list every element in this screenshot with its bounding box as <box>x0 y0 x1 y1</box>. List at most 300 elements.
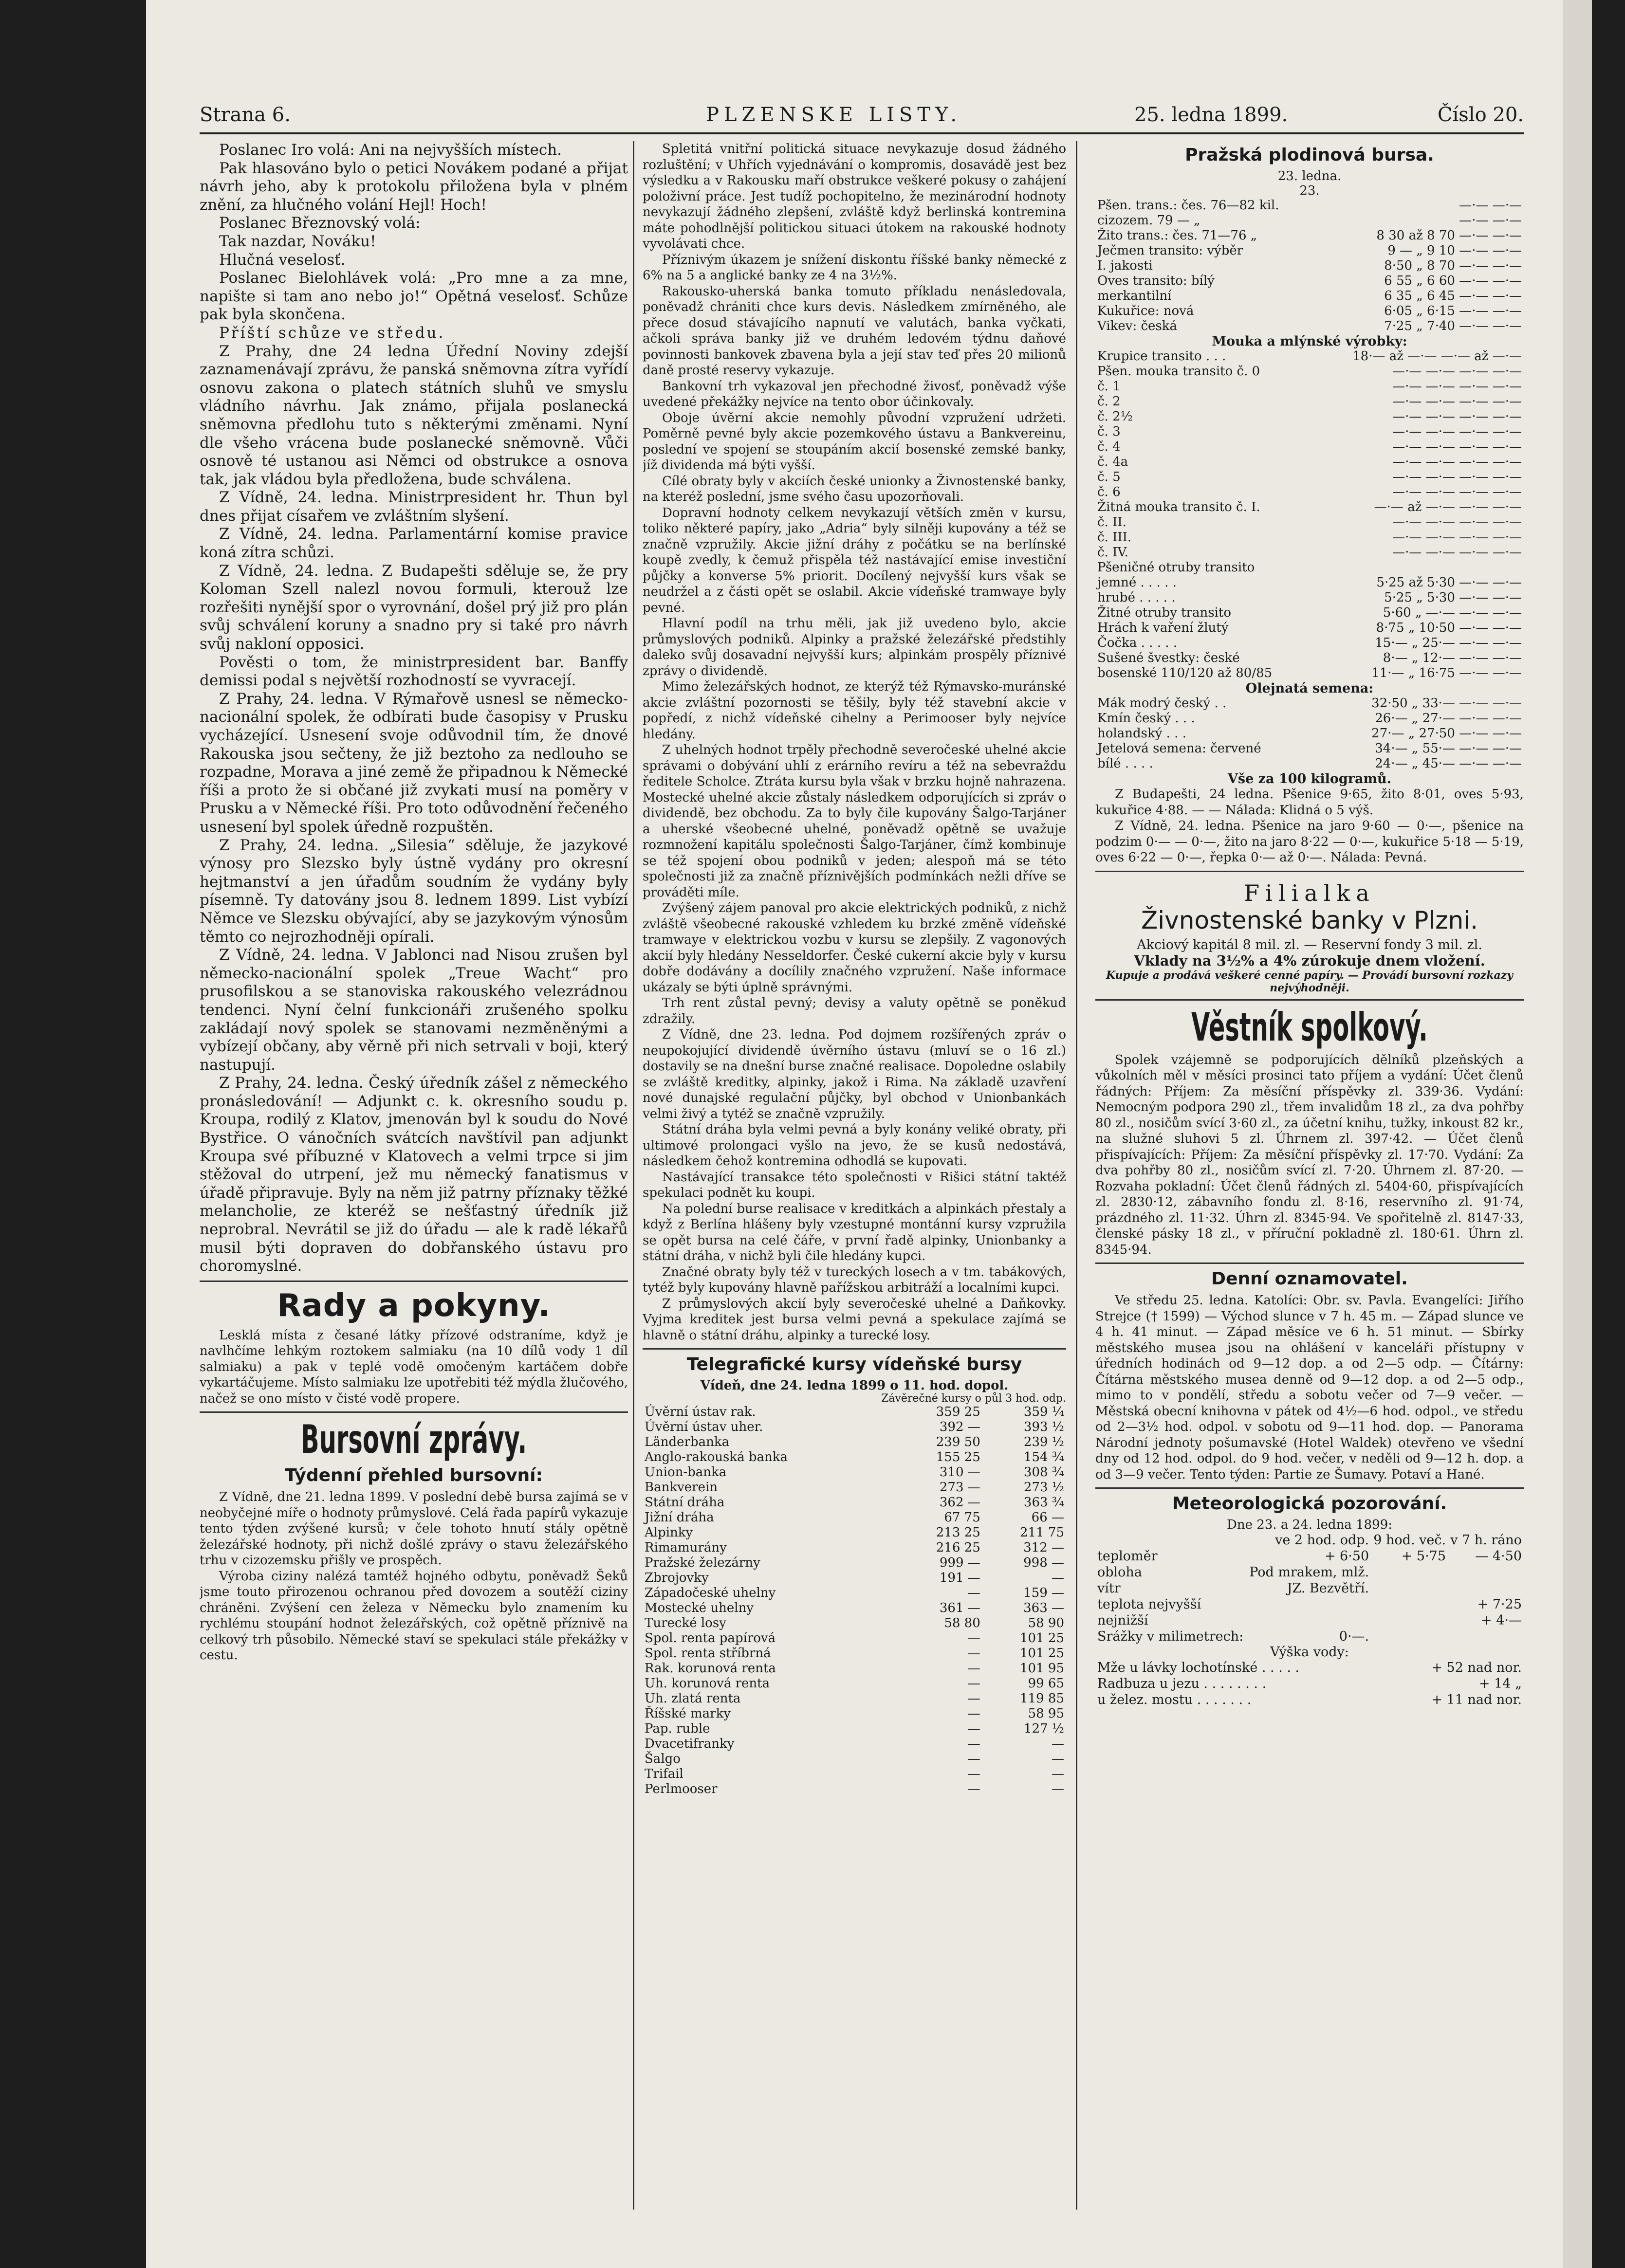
meteo-value: + 4·— <box>1481 1613 1522 1628</box>
commodity-label: č. 1 <box>1097 379 1121 394</box>
issue-number: Číslo 20. <box>1437 104 1524 126</box>
filialka-capital: Akciový kapitál 8 mil. zl. — Reservní fondy 3 mil. zl. <box>1137 937 1482 952</box>
meteo-value: JZ. Bezvětří. <box>1287 1581 1369 1596</box>
closing-rate: 101 25 <box>1020 1646 1064 1661</box>
morning-rate: — <box>967 1586 980 1600</box>
morning-rate: 213 25 <box>936 1525 980 1540</box>
paragraph: Hlavní podíl na trhu měli, jak již uvedeno bylo, akcie průmyslových podniků. Alpinky a pražské železářské předstihly daleko svůj dosavadní nejvyšší kurs; alpinkám prospěly příznivé zprávy o dividendě. <box>643 616 1066 678</box>
closing-rate: — <box>1052 1767 1064 1781</box>
mouka-heading: Mouka a mlýnské výrobky: <box>1212 334 1407 349</box>
table-row <box>643 1465 1066 1480</box>
morning-rate: — <box>967 1752 980 1766</box>
security-name: Anglo-rakouská banka <box>645 1450 788 1464</box>
meteo-value <box>1371 1564 1448 1580</box>
commodity-label: Kmín český . . . <box>1097 711 1195 726</box>
commodity-price: —·— až —·— —·— —·— <box>1374 500 1522 514</box>
security-name: Říšské marky <box>645 1706 731 1721</box>
header-rule <box>200 132 1524 134</box>
commodity-label: Jetelová semena: červené <box>1097 741 1261 756</box>
commodity-label: Žitné otruby transito <box>1097 605 1231 620</box>
table-row <box>1095 1692 1524 1708</box>
commodity-price: —·— —·— —·— —·— <box>1392 409 1522 424</box>
morning-rate: 392 — <box>939 1420 980 1434</box>
table-row <box>643 1752 1066 1767</box>
table-row <box>1095 1660 1524 1676</box>
table-row <box>1095 1548 1524 1564</box>
security-name: Šalgo <box>645 1752 681 1766</box>
paragraph: Rakousko-uherská banka tomuto příkladu nenásledovala, poněvadž chrániti chce kurs devis. Následkem zmírněného, ale přece dosud stávajícího napnutí ve valutách, banka vyčkati, ačkoli správa banky již ve druhém ledovém týdnu daňové povinnosti bankovek zbavena byla a její stav teď přes 20 milionů daně prosté reservy vykazuje. <box>643 284 1066 378</box>
morning-rate: — <box>967 1631 980 1646</box>
commodity-label: Žito trans.: čes. 71—76 „ <box>1097 228 1257 243</box>
commodity-label: merkantilní <box>1097 289 1172 303</box>
security-name: Uh. zlatá renta <box>645 1691 741 1706</box>
commodity-price: 18·— až —·— —·— až —·— <box>1352 349 1522 364</box>
meteo-col-header: 9 hod. več. <box>1373 1533 1446 1548</box>
commodity-label: č. 5 <box>1097 470 1121 484</box>
commodity-label: Krupice transito . . . <box>1097 349 1226 364</box>
newspaper-page <box>146 0 1592 2268</box>
table-row <box>643 1435 1066 1450</box>
commodity-label: č. 4 <box>1097 439 1121 454</box>
bursa-column-label: 23. <box>1299 183 1320 198</box>
table-row <box>1095 530 1524 545</box>
commodity-label: Kukuřice: nová <box>1097 304 1194 318</box>
meteo-label: obloha <box>1097 1565 1142 1580</box>
section-rule <box>200 1280 628 1282</box>
commodity-price: 8·50 „ 8 70 —·— —·— <box>1384 258 1522 273</box>
commodity-price: 32·50 „ 33·— —·— —·— <box>1371 696 1522 711</box>
morning-rate: 359 25 <box>936 1405 980 1419</box>
table-row <box>1095 636 1524 651</box>
security-name: Spol. renta papírová <box>645 1631 776 1646</box>
table-row <box>643 1737 1066 1752</box>
meteo-value <box>1371 1596 1448 1612</box>
commodity-label: Žitná mouka transito č. I. <box>1097 500 1260 514</box>
morning-rate: — <box>967 1691 980 1706</box>
commodity-price: 6·05 „ 6·15 —·— —·— <box>1384 304 1522 318</box>
paragraph: Dopravní hodnoty celkem nevykazují větších změn v kursu, toliko některé papíry, jako „Adria“ byly silněji kupovány a též se značně vzpružily. Akcie jižní dráhy z počátku se na berlínské koupě zvedly, k čemuž přispěla též nastávající emise investiční půjčky a konverse 5% priorit. Docílený nejvyšší kurs však se neudržel a z části opět se oslabil. Akcie vídeňské tramwaye byly pevné. <box>643 505 1066 615</box>
table-row <box>1095 213 1524 228</box>
news-item: Z Vídně, 24. ledna. Z Budapešti sděluje se, že pry Koloman Szell nalezl novou formuli, kterouž lze rozřešiti nynější spor o vyrovnání, došel prý již pro plán svůj schválení koruny a snadno pry si také pro návrh svůj nakloní opposici. <box>200 562 628 653</box>
closing-rate: 359 ¼ <box>1023 1405 1064 1419</box>
oznamovatel-heading: Denní oznamovatel. <box>1211 1269 1408 1289</box>
paragraph: Poslanec Březnovský volá: <box>219 214 421 232</box>
table-row <box>1095 409 1524 424</box>
security-name: Státní dráha <box>645 1495 725 1510</box>
filialka-bank-name: Živnostenské banky v Plzni. <box>1141 906 1478 934</box>
closing-rate: 393 ½ <box>1023 1420 1064 1434</box>
paragraph: Zvýšený zájem panoval pro akcie elektrických podniků, z nichž zvláště všeobecné rakouské vzhledem ku brzké změně vídeňské tramwaye v elektrickou vozbu v kursu se zlepšily. Z vagonových akcií byly hledány Nesseldorfer. České cukerní akcie byly v kursu dobře dodávány a docílily značného vzpružení. Naše informace ukázaly se býti úplně správnými. <box>643 901 1066 995</box>
table-row <box>643 1767 1066 1782</box>
commodity-label: Oves transito: bílý <box>1097 274 1215 288</box>
paragraph: Spolek vzájemně se podporujících dělníků plzeňských a vůkolních měl v měsíci prosinci tato příjem a vydání: Účet členů řádných: Příjem: Za měsíční příspěvky zl. 339·36. Vydání: Nemocným podpora 290 zl., třem invalidům 18 zl., za dva pohřby 80 zl., nosičům svící 3·60 zl., za účetní knihu, tužky, inkoust 82 kr., na služné sluhovi 5 zl. Úhrnem zl. 397·42. — Účet členů přispívajících: Příjem: Za měsíční příspěvky zl. 17·70. Vydání: Za dva pohřby 80 zl., nosičům svící zl. 7·20. Úhrnem zl. 87·20. — Rozvaha pokladní: Účet členů řádných zl. 5404·60, přispívajících zl. 2830·12, zábavního fondu zl. 8·16, reservního zl. 91·74, prázdného zl. 11·32. Úhrn zl. 8345·94. Ve spořitelně zl. 8147·33, členské pásky 18 zl., v příruční pokladně zl. 180·61. Úhrn zl. 8345·94. <box>1095 1052 1524 1257</box>
table-row <box>643 1691 1066 1706</box>
security-name: Uh. korunová renta <box>645 1676 770 1691</box>
table-row <box>643 1420 1066 1435</box>
table-row <box>1095 726 1524 741</box>
closing-rate: — <box>1052 1752 1064 1766</box>
table-row <box>1095 666 1524 681</box>
meteo-value: + 6·50 <box>1324 1549 1369 1564</box>
paragraph: Nastávající transakce této společnosti v Rišici státní taktéž spekulaci podnět ku koupi. <box>643 1170 1066 1200</box>
table-row <box>643 1525 1066 1540</box>
security-name: Úvěrní ústav uher. <box>645 1420 763 1434</box>
meteo-label: teploměr <box>1097 1549 1158 1564</box>
table-row <box>1095 560 1524 575</box>
table-row <box>643 1555 1066 1571</box>
meteo-heading: Meteorologická pozorování. <box>1172 1494 1447 1514</box>
commodity-price: 6 55 „ 6 60 —·— —·— <box>1384 274 1522 288</box>
table-row <box>1095 605 1524 621</box>
table-row <box>643 1480 1066 1495</box>
commodity-label: Hrách k vaření žlutý <box>1097 621 1229 635</box>
table-row <box>1095 289 1524 304</box>
page-number: Strana 6. <box>200 104 291 126</box>
paragraph: Ve středu 25. ledna. Katolíci: Obr. sv. Pavla. Evangelíci: Jiřího Strejce († 1599) — Východ slunce v 7 h. 45 m. — Západ slunce ve 4 h. 41 minut. — Západ měsíce ve 6 h. 51 minut. — Sbírky městského musea jsou na ohlášení v kanceláři přístupny v úředních hodinách od 9—12 dop. a od 2—5 odp. — Čítárny: Čítárna městského musea denně od 9—12 dop. a od 2—5 odp., mimo to v pondělí, středu a sobotu večer od 7—9 večer. — Městská obecní knihovna v pátek od 4½—6 hod. odpol., ve středu od 2—3½ hod. odpol. v sobotu od 9—11 hod. dop. — Panorama Národní jednoty pošumavské (Hotel Waldek) otevřeno ve všední dny od 12 hod. odpol. do 9 hod. večer, v neděli od 9—12 h. dop. a od 3—9 večer. Tento týden: Partie ze Šumavy. Potaví a Hané. <box>1095 1293 1524 1482</box>
paragraph: Oboje úvěrní akcie nemohly původní vzpružení udržeti. Poměrně pevné byly akcie pozemkového ústavu a Bankvereinu, poslední ve spojení se stoupáním akcií bosenské zemské banky, jíž dividenda má býti vyšší. <box>643 410 1066 473</box>
table-row <box>1095 1564 1524 1580</box>
commodity-label: č. 6 <box>1097 485 1121 499</box>
table-row <box>643 1586 1066 1601</box>
commodity-price: —·— —·— —·— —·— <box>1392 424 1522 439</box>
morning-rate: — <box>967 1661 980 1676</box>
meteo-table <box>1095 1532 1524 1645</box>
commodity-price: —·— —·— —·— —·— <box>1392 470 1522 484</box>
per-100-note: Vše za 100 kilogramů. <box>1227 771 1392 786</box>
commodity-price: —·— —·— —·— —·— <box>1392 364 1522 379</box>
commodity-label: bosenské 110/120 až 80/85 <box>1097 666 1273 680</box>
table-row <box>1095 1628 1524 1645</box>
security-name: Dvacetifranky <box>645 1737 735 1751</box>
paragraph: Pak hlasováno bylo o petici Novákem podané a přijat návrh jeho, aby k protokolu přiložena byla v plném znění, za hlučného volání Hejl! Hoch! <box>200 159 628 214</box>
table-row <box>643 1540 1066 1555</box>
closing-rate: 101 25 <box>1020 1631 1064 1646</box>
kursy-subheading: Vídeň, dne 24. ledna 1899 o 11. hod. dopol. <box>700 1378 1009 1393</box>
commodity-price: —·— —·— <box>1459 213 1522 228</box>
meteo-value <box>1371 1628 1448 1645</box>
column-divider <box>1076 141 1077 2210</box>
section-rule <box>643 1348 1066 1350</box>
table-row <box>1095 1676 1524 1692</box>
security-name: Úvěrní ústav rak. <box>645 1405 756 1419</box>
olejnata-table <box>1095 696 1524 771</box>
news-item: Z Prahy, 24. ledna. Český úředník zášel z německého pronásledování! — Adjunkt c. k. okresního soudu p. Kroupa, rodilý z Klatov, jmenován byl k soudu do Nové Bystřice. O vánočních svátcích navštívil pan adjunkt Kroupa své příbuzné v Klatovech a velmi trpce si jim stěžoval do utrpení, jež mu německý fanatismus v úřadě připravuje. Byly na něm již patrny příznaky těžké melancholie, ze kteréž se nešťastný úředník již neprobral. Nevrátil se již do úřadu — ale k radě lékařů musil býti dopraven do dobřanského ústavu pro choromyslné. <box>200 1074 628 1275</box>
meteo-date: Dne 23. a 24. ledna 1899: <box>1226 1518 1393 1532</box>
morning-rate: 273 — <box>939 1480 980 1495</box>
table-row <box>1095 485 1524 500</box>
commodity-price: —·— —·— —·— —·— <box>1392 379 1522 394</box>
paragraph: Hlučná veselosť. <box>219 251 346 269</box>
table-row <box>643 1661 1066 1676</box>
table-row <box>643 1782 1066 1797</box>
table-row <box>1095 651 1524 666</box>
table-row <box>1095 394 1524 409</box>
column-3 <box>1095 141 1524 2214</box>
scan-margin <box>1563 0 1592 2268</box>
commodity-price: 8·— „ 12·— —·— —·— <box>1383 651 1522 665</box>
commodity-label: Pšeničné otruby transito <box>1097 560 1255 575</box>
table-row <box>1095 500 1524 515</box>
table-row <box>1095 575 1524 590</box>
paragraph: Mimo železářských hodnot, ze kterýž též Rýmavsko-muránské akcie zvláštní pozornosti se těšily, byly též stavební akcie v popředí, z nichž vídeňské cihelny a Perimooser byly nejvíce hledány. <box>643 679 1066 742</box>
table-row <box>1095 379 1524 394</box>
commodity-label: Ječmen transito: výběr <box>1097 243 1243 258</box>
commodity-price: 15·— „ 25·— —·— —·— <box>1375 636 1522 650</box>
table-row <box>1095 1596 1524 1612</box>
table-row <box>643 1646 1066 1661</box>
meteo-label: nejnižší <box>1097 1613 1148 1628</box>
paragraph: Trh rent zůstal pevný; devisy a valuty opětně se poněkud zdražily. <box>643 996 1066 1026</box>
section-rule <box>1095 1487 1524 1489</box>
commodity-label: č. 3 <box>1097 424 1121 439</box>
table-row <box>1095 545 1524 560</box>
vienna-report: Z Vídně, 24. ledna. Pšenice na jaro 9·60 — 0·—, pšenice na podzim 0·— — 0·—, žito na jaro 8·22 — 0·—, kukuřice 5·18 — 5·19, oves 6·22 — 0·—, řepka 0·— až 0·—. Nálada: Pevná. <box>1095 819 1524 865</box>
commodity-label: I. jakosti <box>1097 258 1153 273</box>
morning-rate: 310 — <box>939 1465 980 1480</box>
meteo-value <box>1448 1628 1524 1645</box>
security-name: Rak. korunová renta <box>645 1661 776 1676</box>
paragraph: Na polední burse realisace v kreditkách a alpinkách přestaly a když z Berlína hlášeny byly vzestupné montánní kursy vzpružila se opět bursa na celé čáře, v první řadě alpinky, Unionbanky a státní dráha, v nichž byli čile hledány kupci. <box>643 1201 1066 1263</box>
news-item: Z Prahy, 24. ledna. „Silesia“ sděluje, že jazykové výnosy pro Slezsko byly ústně vydány pro okresní hejtmanství a jen úřadům soudním že vydány byly písemně. Ty datovány jsou 8. lednem 1899. List vybízí Němce ve Slezsku obývající, aby se jazykovým výnosům těmto co nejrozhodněji opírali. <box>200 836 628 946</box>
column-divider <box>633 141 634 2210</box>
meteo-label: vítr <box>1097 1581 1121 1596</box>
commodity-price: —·— —·— —·— —·— <box>1392 515 1522 530</box>
morning-rate: 216 25 <box>936 1540 980 1555</box>
closing-rate: 66 — <box>1031 1510 1064 1525</box>
closing-rate: 58 90 <box>1028 1616 1064 1630</box>
section-rule <box>200 1411 628 1413</box>
morning-rate: 361 — <box>939 1601 980 1615</box>
news-item: Z Vídně, 24. ledna. V Jablonci nad Nisou zrušen byl německo-nacionální spolek „Treue Wacht“ pro prusofilskou a se stanoviska rakouského velezrádnou tendenci. Nyní čelní funkcionáři zrušeného spolku zakládají nový spolek se stanovami nezměněnými a vybízejí občany, aby věrně při nich setrvali v boji, který nastupují. <box>200 946 628 1074</box>
commodity-price: 26·— „ 27·— —·— —·— <box>1375 711 1522 726</box>
closing-rate: 273 ½ <box>1023 1480 1064 1495</box>
commodity-label: č. II. <box>1097 515 1126 530</box>
water-level: + 11 nad nor. <box>1431 1692 1522 1707</box>
table-row <box>1095 1612 1524 1628</box>
commodity-price: —·— —·— —·— —·— <box>1392 485 1522 499</box>
issue-date: 25. ledna 1899. <box>1134 104 1288 126</box>
table-row <box>1095 304 1524 319</box>
security-name: Jižní dráha <box>645 1510 714 1525</box>
vestnik-heading: Věstník spolkový. <box>1191 1004 1428 1050</box>
meteo-col-header: v 7 h. ráno <box>1450 1533 1522 1548</box>
commodity-price: 5·25 až 5·30 —·— —·— <box>1376 575 1522 590</box>
morning-rate: 999 — <box>939 1555 980 1570</box>
morning-rate: 191 — <box>939 1571 980 1585</box>
subheading: Týdenní přehled bursovní: <box>285 1465 543 1486</box>
paragraph: Poslanec Bielohlávek volá: „Pro mne a za mne, napište si tam ano nebo jo!“ Opětná veselosť. Schůze pak byla skončena. <box>200 269 628 324</box>
table-row <box>643 1676 1066 1691</box>
water-level: + 14 „ <box>1478 1676 1522 1691</box>
closing-rate: — <box>1052 1737 1064 1751</box>
morning-rate: — <box>967 1767 980 1781</box>
security-name: Trifail <box>645 1767 683 1781</box>
table-row <box>1095 364 1524 379</box>
meteo-value: + 7·25 <box>1477 1597 1522 1612</box>
commodity-price: 5·60 „ —·— —·— —·— <box>1383 605 1522 620</box>
meteo-value <box>1448 1564 1524 1580</box>
paragraph: Značné obraty byly též v tureckých losech a v tm. tabákových, tytéž byly kupovány hlavně pařížskou arbitráží a localními kupci. <box>643 1264 1066 1295</box>
commodity-label: Čočka . . . . . <box>1097 636 1178 650</box>
closing-rate: 998 — <box>1023 1555 1064 1570</box>
closing-rate: 101 95 <box>1020 1661 1064 1676</box>
morning-rate: 239 50 <box>936 1435 980 1449</box>
water-heading: Výška vody: <box>1270 1645 1349 1660</box>
paragraph: Z Vídně, dne 21. ledna 1899. V poslední debě bursa zajímá se v neobyčejné míře o hodnoty průmyslové. Celá řada papírů vykazuje tento týden zvýšené kursů; v čele tohoto hnutí stály opětně železářské hodnoty, při nichž došlé zprávy o stavu železářského trhu v cizozemsku přišly ve prospěch. <box>200 1490 628 1568</box>
commodity-label: bílé . . . . <box>1097 756 1153 771</box>
table-row <box>1095 258 1524 274</box>
table-row <box>1095 349 1524 364</box>
paragraph: Příznivým úkazem je snížení diskontu říšské banky německé z 6% na 5 a anglické banky ze 4 na 3½%. <box>643 252 1066 283</box>
table-row <box>1095 228 1524 243</box>
news-item: Z Vídně, 24. ledna. Ministrpresident hr. Thun byl dnes přijat císařem ve zvláštním slyšení. <box>200 489 628 525</box>
paragraph: Cílé obraty byly v akciích české unionky a Živnostenské banky, na kteréž poslední, jsme svého času upozorňovali. <box>643 474 1066 504</box>
security-name: Turecké losy <box>645 1616 726 1630</box>
table-row <box>643 1510 1066 1525</box>
paragraph: Z průmyslových akcií byly severočeské uhelné a Daňkovky. Vyjma kreditek jest bursa velmi pevná a spekulace zajímá se hlavně o státní dráhu, alpinky a turecké losy. <box>643 1296 1066 1343</box>
commodity-price: 6 35 „ 6 45 —·— —·— <box>1384 289 1522 303</box>
commodity-price: 9 — „ 9 10 —·— —·— <box>1387 243 1522 258</box>
meteo-value <box>1246 1612 1371 1628</box>
paragraph: Bankovní trh vykazoval jen přechodné živosť, poněvadž výše uvedené překážky nejvíce na tento obor účinkovaly. <box>643 379 1066 409</box>
morning-rate: — <box>967 1782 980 1796</box>
security-name: Spol. renta stříbrná <box>645 1646 771 1661</box>
table-row <box>1095 756 1524 771</box>
section-rule <box>1095 1262 1524 1264</box>
closing-rate: 363 — <box>1023 1601 1064 1615</box>
meteo-value: — 4·50 <box>1475 1549 1522 1564</box>
table-row <box>643 1601 1066 1616</box>
table-row <box>1095 621 1524 636</box>
morning-rate: 155 25 <box>936 1450 980 1464</box>
table-row <box>643 1631 1066 1646</box>
kursy-heading: Telegrafické kursy vídeňské bursy <box>686 1354 1022 1374</box>
security-name: Union-banka <box>645 1465 727 1480</box>
closing-rate: 211 75 <box>1020 1525 1064 1540</box>
morning-rate: — <box>967 1721 980 1736</box>
filialka-title: Filialka <box>1244 879 1375 906</box>
news-item: Z Prahy, dne 24 ledna Úřední Noviny zdejší zaznamenávají zprávu, že panská sněmovna zítra vyřídí osnovu zakona o platech státních sluhů ve smyslu vládního návrhu. Jak známo, přijala poslanecká sněmovna předlohu tuto s některými změnami. Nyní dle všeho vrácena bude poslanecké sněmovně. Vůči osnově té ustanou asi Němci od obstrukce a osnova tak, jak vládou byla předložena, bude schválena. <box>200 342 628 488</box>
commodity-label: č. III. <box>1097 530 1132 545</box>
commodity-label: Pšen. mouka transito č. 0 <box>1097 364 1260 379</box>
commodity-label: č. IV. <box>1097 545 1128 560</box>
security-name: Bankverein <box>645 1480 718 1495</box>
morning-rate: 67 75 <box>944 1510 980 1525</box>
water-location: Radbuza u jezu . . . . . . . . <box>1097 1676 1267 1691</box>
meteo-value <box>1371 1580 1448 1596</box>
water-level: + 52 nad nor. <box>1431 1660 1522 1675</box>
table-row <box>1095 424 1524 439</box>
table-row <box>643 1495 1066 1510</box>
newspaper-title: PLZENSKE LISTY. <box>706 104 962 126</box>
security-name: Länderbanka <box>645 1435 730 1449</box>
security-name: Pražské železárny <box>645 1555 760 1570</box>
meteo-value: 0·—. <box>1339 1629 1369 1644</box>
morning-rate: — <box>967 1706 980 1721</box>
bursa-date: 23. ledna. <box>1277 169 1342 183</box>
paragraph: Spletitá vnitřní politická situace nevykazuje dosud žádného rozluštění; v Uhřích vyjednávání o kompromis, dosavádě jest bez výsledku a v Rakousku maří obstrukce veškeré pokusy o zahájení položivní práce. Jest tudíž pochopitelno, že mezinárodní hodnoty nevykazují žádného zlepšení, zvláště když berlinská kontremina máte pohodlnější politickou situaci útokem na rakouské hodnoty vyvolávati chce. <box>643 142 1066 251</box>
commodity-label: Mák modrý český . . <box>1097 696 1227 711</box>
section-rule <box>1095 999 1524 1001</box>
closing-rate: — <box>1052 1571 1064 1585</box>
table-row <box>643 1721 1066 1737</box>
table-row <box>643 1616 1066 1631</box>
table-row <box>1095 319 1524 334</box>
water-table <box>1095 1660 1524 1708</box>
closing-rate: 363 ¾ <box>1023 1495 1064 1510</box>
security-name: Západočeské uhelny <box>645 1586 776 1600</box>
commodity-price: 27·— „ 27·50 —·— —·— <box>1371 726 1522 741</box>
commodity-price: 34·— „ 55·— —·— —·— <box>1375 741 1522 756</box>
kursy-column-caption: Závěrečné kursy o půl 3 hod. odp. <box>881 1392 1066 1405</box>
paragraph: Lesklá místa z česané látky přízové odstraníme, když je navlhčíme lehkým roztokem salmiaku (na 10 dílů vody 1 díl salmiaku) a pak v teplé vodě omočeným kartáčem dobře vykartáčujeme. Místo salmiaku lze upotřebiti též mýdla žlučového, načež se ono místo v čisté vodě propere. <box>200 1328 628 1406</box>
closing-rate: 58 95 <box>1028 1706 1064 1721</box>
commodity-price: —·— —·— —·— —·— <box>1392 530 1522 545</box>
news-item: Z Prahy, 24. ledna. V Rýmařově usnesl se německo-nacionální spolek, že odbírati bude časopisy v Prusku vycházející. Usnesení svoje odůvodnil tím, že dnové Rakouska jsou sečteny, že již beztoho za nedlouho se rozpadne, Morava a jiné země že připadnou k Německé říši a proto že si občané již zvykati musí na poměry v Prusku a v Německé říši. Pro toto odůvodnění řečeného usnesení byl spolek úředně rozpuštěn. <box>200 690 628 836</box>
closing-rate: 159 — <box>1023 1586 1064 1600</box>
paragraph: Z uhelných hodnot trpěly přechodně severočeské uhelné akcie správami o dobývání uhlí z erárního revíru a též na sebevraždu ředitele Scholce. Ztráta kursu byla však v brzku hojně nahrazena. Mostecké uhelné akcie zůstaly následkem odporujících si zpráv o dividendě, bez obchodu. Za to byly čile kupovány Šalgo-Tarjáner a uherské všeobecné uhelné, poněvadž opětně se uvažuje rozmnožení kapitálu společnosti Šalgo-Tarjáner, čímž kombinuje se též spojení obou podniků v jeden; alespoň má se této společnosti již za značně příznivějších podmínkách nežli dříve se prováděti míle. <box>643 743 1066 900</box>
closing-rate: — <box>1052 1782 1064 1796</box>
commodity-price <box>1313 560 1524 575</box>
mouka-table <box>1095 349 1524 681</box>
meteo-label: teplota nejvyšší <box>1097 1597 1201 1612</box>
filialka-services: Kupuje a prodává veškeré cenné papíry. — Provádí bursovní rozkazy nejvýhodněji. <box>1106 969 1514 994</box>
bursa-table <box>1095 198 1524 334</box>
table-row <box>643 1450 1066 1465</box>
security-name: Alpinky <box>645 1525 693 1540</box>
meteo-value: Pod mrakem, mlž. <box>1249 1565 1369 1580</box>
security-name: Mostecké uhelny <box>645 1601 754 1615</box>
commodity-price: 8 30 až 8 70 —·— —·— <box>1376 228 1522 243</box>
table-row <box>1095 198 1524 213</box>
paragraph: Tak nazdar, Nováku! <box>219 232 376 250</box>
closing-rate: 308 ¾ <box>1023 1465 1064 1480</box>
paragraph: Poslanec Iro volá: Ani na nejvyšších místech. <box>219 141 562 159</box>
filialka-deposits: Vklady na 3½% a 4% zúrokuje dnem vložení. <box>1134 952 1485 969</box>
commodity-price: 5·25 „ 5·30 —·— —·— <box>1384 590 1522 605</box>
commodity-price: —·— —·— —·— —·— <box>1392 545 1522 560</box>
meteo-value <box>1448 1580 1524 1596</box>
section-heading: Bursovní zprávy. <box>300 1417 527 1463</box>
closing-rate: 127 ½ <box>1023 1721 1064 1736</box>
water-location: Mže u lávky lochotínské . . . . . <box>1097 1660 1300 1675</box>
commodity-label: holandský . . . <box>1097 726 1186 741</box>
paragraph: Z Vídně, dne 23. ledna. Pod dojmem rozšířených zpráv o neupokojující dividendě úvěrního ústavu (mluví se o 16 zl.) dostavily se na dnešní burse značné realisace. Dopoledne oslabily se zvláště kreditky, alpinky, jakož i Rima. Na základě uzavření nové dunajské regulační půjčky, byl obchod v Unionbankách velmi živý a tytéž se značně vzpružily. <box>643 1027 1066 1121</box>
commodity-label: cizozem. 79 — „ <box>1097 213 1200 228</box>
commodity-label: Pšen. trans.: čes. 76—82 kil. <box>1097 198 1279 213</box>
meteo-value <box>1371 1612 1448 1628</box>
commodity-price: —·— —·— —·— —·— <box>1392 455 1522 469</box>
meteo-value: + 5·75 <box>1401 1549 1446 1564</box>
closing-rate: 312 — <box>1023 1540 1064 1555</box>
table-row <box>1095 455 1524 470</box>
commodity-price: 24·— „ 45·— —·— —·— <box>1375 756 1522 771</box>
table-row <box>643 1405 1066 1420</box>
closing-rate: 119 85 <box>1020 1691 1064 1706</box>
commodity-label: č. 4a <box>1097 455 1128 469</box>
table-row <box>1095 515 1524 530</box>
table-row <box>1095 741 1524 756</box>
table-row <box>643 1706 1066 1721</box>
meteo-label: Srážky v milimetrech: <box>1097 1629 1244 1644</box>
table-row <box>1095 711 1524 726</box>
table-row <box>1095 243 1524 258</box>
closing-rate: 239 ½ <box>1023 1435 1064 1449</box>
paragraph: Výroba ciziny nalézá tamtéž hojného odbytu, poněvadž Šeků jsme touto přirozenou ochranou před dovozem a soutěží ciziny chráněni. Zvýšení cen železa v Německu bylo znamením ku rychlému stoupání hodnot železářských, což opětně příznivě na celkový trh působilo. Německé staví se spekulaci stále překážky v cestu. <box>200 1569 628 1663</box>
table-row <box>1095 274 1524 289</box>
news-item: Pověsti o tom, že ministrpresident bar. Banffy demissi podal s největší rozhodností se vyvracejí. <box>200 653 628 690</box>
table-row <box>1095 470 1524 485</box>
